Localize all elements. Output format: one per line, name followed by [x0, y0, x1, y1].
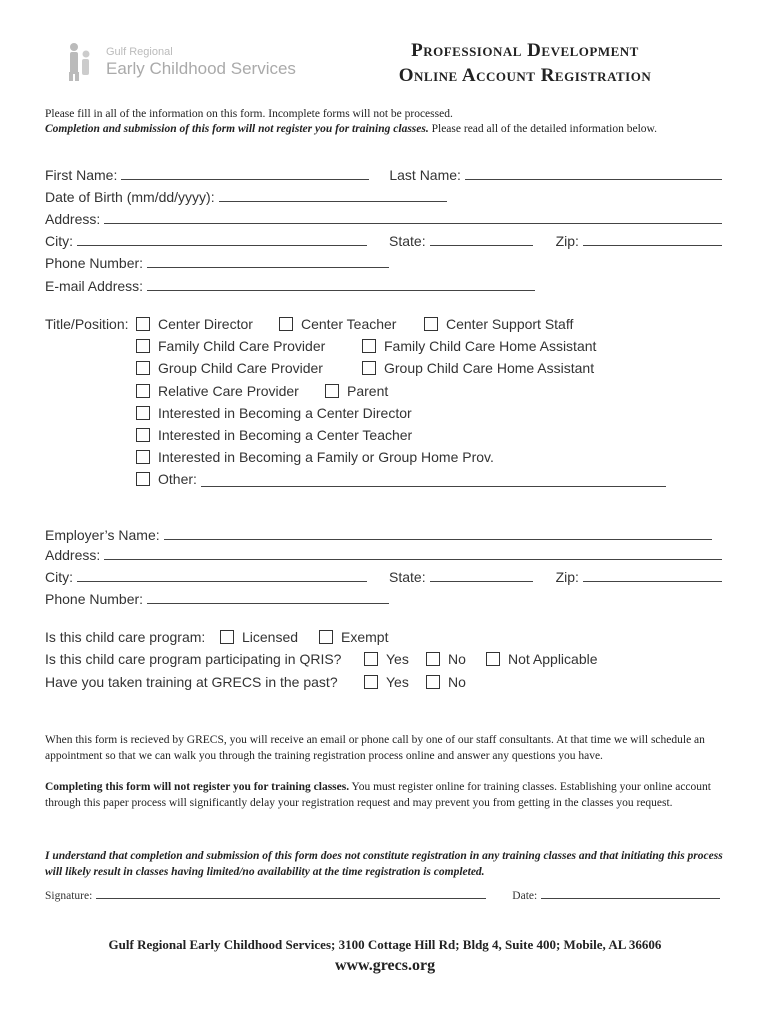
option-interested-center-teacher[interactable]: [136, 427, 412, 443]
first-name-label: First Name:: [45, 167, 118, 183]
employer-address-field[interactable]: [104, 545, 722, 560]
checkbox[interactable]: [319, 630, 333, 644]
intro-line2: [45, 123, 657, 135]
logo-subtitle: Gulf Regional: [106, 46, 173, 58]
option-interested-family-group-home[interactable]: [136, 449, 494, 465]
form-title-line2: Online Account Registration: [398, 65, 652, 86]
state-field[interactable]: [430, 231, 533, 246]
option-label: Other:: [158, 471, 197, 487]
warning-detail: You must register online for training classes. Establishing your online account through this paper process will significantly delay your registration request and may prevent you from getting in the classes you request.: [45, 781, 711, 809]
option-label: Interested in Becoming a Family or Group Home Prov.: [158, 449, 494, 465]
acknowledgement-statement: I understand that completion and submission of this form does not constitute registration in any training classes and that initiating this process will likely result in classes having limited/no availability at the time registration is completed.: [45, 850, 723, 878]
option-center-teacher[interactable]: [279, 316, 396, 332]
employer-phone-field[interactable]: [147, 589, 389, 604]
employer-zip-field[interactable]: [583, 567, 722, 582]
checkbox[interactable]: [364, 652, 378, 666]
checkbox[interactable]: [325, 384, 339, 398]
option-center-director[interactable]: [136, 316, 253, 332]
qris-question: Is this child care program participating in QRIS?: [45, 651, 342, 667]
option-relative-care-provider[interactable]: [136, 383, 299, 399]
family-figures-icon: [66, 42, 98, 82]
option-label: Center Support Staff: [446, 316, 574, 332]
option-label: Licensed: [242, 629, 299, 645]
title-position-label: Title/Position:: [45, 316, 129, 332]
option-label: Exempt: [341, 629, 389, 645]
checkbox[interactable]: [364, 675, 378, 689]
employer-city-label: City:: [45, 569, 73, 585]
checkbox[interactable]: [279, 317, 293, 331]
checkbox[interactable]: [486, 652, 500, 666]
intro-warning: Completion and submission of this form will not register you for training classes.: [45, 123, 429, 135]
option-label: No: [448, 674, 466, 690]
address-row: [45, 209, 722, 227]
footer-website[interactable]: www.grecs.org: [334, 957, 436, 974]
employer-state-label: State:: [389, 569, 426, 585]
option-label: Not Applicable: [508, 651, 598, 667]
checkbox[interactable]: [362, 361, 376, 375]
checkbox[interactable]: [424, 317, 438, 331]
date-label: Date:: [512, 890, 538, 902]
intro-instruction: Please read all of the detailed information below.: [428, 123, 657, 135]
option-family-child-care-home-assistant[interactable]: [362, 338, 596, 354]
employer-name-field[interactable]: [164, 525, 712, 540]
name-row: [45, 165, 722, 183]
checkbox[interactable]: [136, 450, 150, 464]
last-name-label: Last Name:: [389, 167, 461, 183]
checkbox[interactable]: [136, 428, 150, 442]
signature-label: Signature:: [45, 890, 93, 902]
option-qris-no[interactable]: [426, 651, 466, 667]
option-label: Interested in Becoming a Center Director: [158, 405, 412, 421]
last-name-field[interactable]: [465, 165, 722, 180]
option-label: Center Director: [158, 316, 253, 332]
checkbox[interactable]: [136, 384, 150, 398]
address-field[interactable]: [104, 209, 722, 224]
option-label: Family Child Care Provider: [158, 338, 326, 354]
zip-field[interactable]: [583, 231, 722, 246]
option-center-support-staff[interactable]: [424, 316, 573, 332]
zip-label: Zip:: [555, 233, 579, 249]
employer-phone-row: [45, 589, 722, 607]
phone-label: Phone Number:: [45, 255, 144, 271]
option-interested-center-director[interactable]: [136, 405, 412, 421]
intro-line1: Please fill in all of the information on this form. Incomplete forms will not be processed.: [45, 108, 453, 120]
option-other[interactable]: [136, 471, 666, 487]
city-field[interactable]: [77, 231, 367, 246]
employer-name-label: Employer’s Name:: [45, 527, 160, 543]
option-label: Relative Care Provider: [158, 383, 299, 399]
employer-address-label: Address:: [45, 547, 101, 563]
checkbox[interactable]: [220, 630, 234, 644]
signature-field[interactable]: [96, 886, 486, 899]
checkbox[interactable]: [426, 675, 440, 689]
prior-training-question: Have you taken training at GRECS in the past?: [45, 674, 338, 690]
employer-city-row: [45, 567, 722, 585]
option-licensed[interactable]: [220, 629, 298, 645]
option-family-child-care-provider[interactable]: [136, 338, 325, 354]
address-label: Address:: [45, 211, 101, 227]
option-label: Interested in Becoming a Center Teacher: [158, 427, 413, 443]
dob-field[interactable]: [219, 187, 447, 202]
footer-address: Gulf Regional Early Childhood Services; 3100 Cottage Hill Rd; Bldg 4, Suite 400; Mobile, AL 36606: [108, 937, 662, 952]
dob-label: Date of Birth (mm/dd/yyyy):: [45, 189, 215, 205]
checkbox[interactable]: [136, 339, 150, 353]
form-title-line1: Professional Development: [411, 40, 639, 61]
email-field[interactable]: [147, 276, 535, 291]
option-qris-yes[interactable]: [364, 651, 409, 667]
option-training-no[interactable]: [426, 674, 466, 690]
phone-row: [45, 253, 722, 271]
employer-state-field[interactable]: [430, 567, 533, 582]
employer-zip-label: Zip:: [555, 569, 579, 585]
phone-field[interactable]: [147, 253, 389, 268]
employer-address-row: [45, 545, 722, 563]
info-paragraph-contact: When this form is recieved by GRECS, you will receive an email or phone call by one of our staff consultants. At that time we will schedule an appointment so that we can walk you through the training registration process online and answer any questions you have.: [45, 734, 705, 762]
employer-phone-label: Phone Number:: [45, 591, 144, 607]
option-exempt[interactable]: [319, 629, 388, 645]
option-qris-not-applicable[interactable]: [486, 651, 598, 667]
first-name-field[interactable]: [121, 165, 369, 180]
signature-row: [45, 886, 720, 902]
checkbox[interactable]: [136, 361, 150, 375]
option-label: Yes: [386, 651, 409, 667]
city-row: [45, 231, 722, 249]
checkbox[interactable]: [362, 339, 376, 353]
organization-logo: [66, 42, 326, 82]
option-label: Group Child Care Home Assistant: [384, 360, 595, 376]
city-label: City:: [45, 233, 73, 249]
state-label: State:: [389, 233, 426, 249]
option-label: No: [448, 651, 466, 667]
option-label: Center Teacher: [301, 316, 397, 332]
email-row: [45, 276, 722, 294]
checkbox[interactable]: [136, 317, 150, 331]
option-label: Family Child Care Home Assistant: [384, 338, 597, 354]
option-label: Yes: [386, 674, 409, 690]
option-parent[interactable]: [325, 383, 388, 399]
info-paragraph-warning: [45, 779, 725, 811]
other-field[interactable]: [201, 472, 666, 487]
checkbox[interactable]: [136, 406, 150, 420]
option-group-child-care-home-assistant[interactable]: [362, 360, 594, 376]
checkbox[interactable]: [136, 472, 150, 486]
checkbox[interactable]: [426, 652, 440, 666]
employer-name-row: [45, 525, 712, 543]
employer-city-field[interactable]: [77, 567, 367, 582]
program-type-question: Is this child care program:: [45, 629, 206, 645]
dob-row: [45, 187, 722, 205]
option-training-yes[interactable]: [364, 674, 409, 690]
option-label: Parent: [347, 383, 389, 399]
logo-name: Early Childhood Services: [106, 59, 296, 78]
warning-emphasis: Completing this form will not register you for training classes.: [45, 781, 350, 793]
email-label: E-mail Address:: [45, 278, 144, 294]
date-field[interactable]: [541, 886, 720, 899]
option-label: Group Child Care Provider: [158, 360, 323, 376]
option-group-child-care-provider[interactable]: [136, 360, 323, 376]
